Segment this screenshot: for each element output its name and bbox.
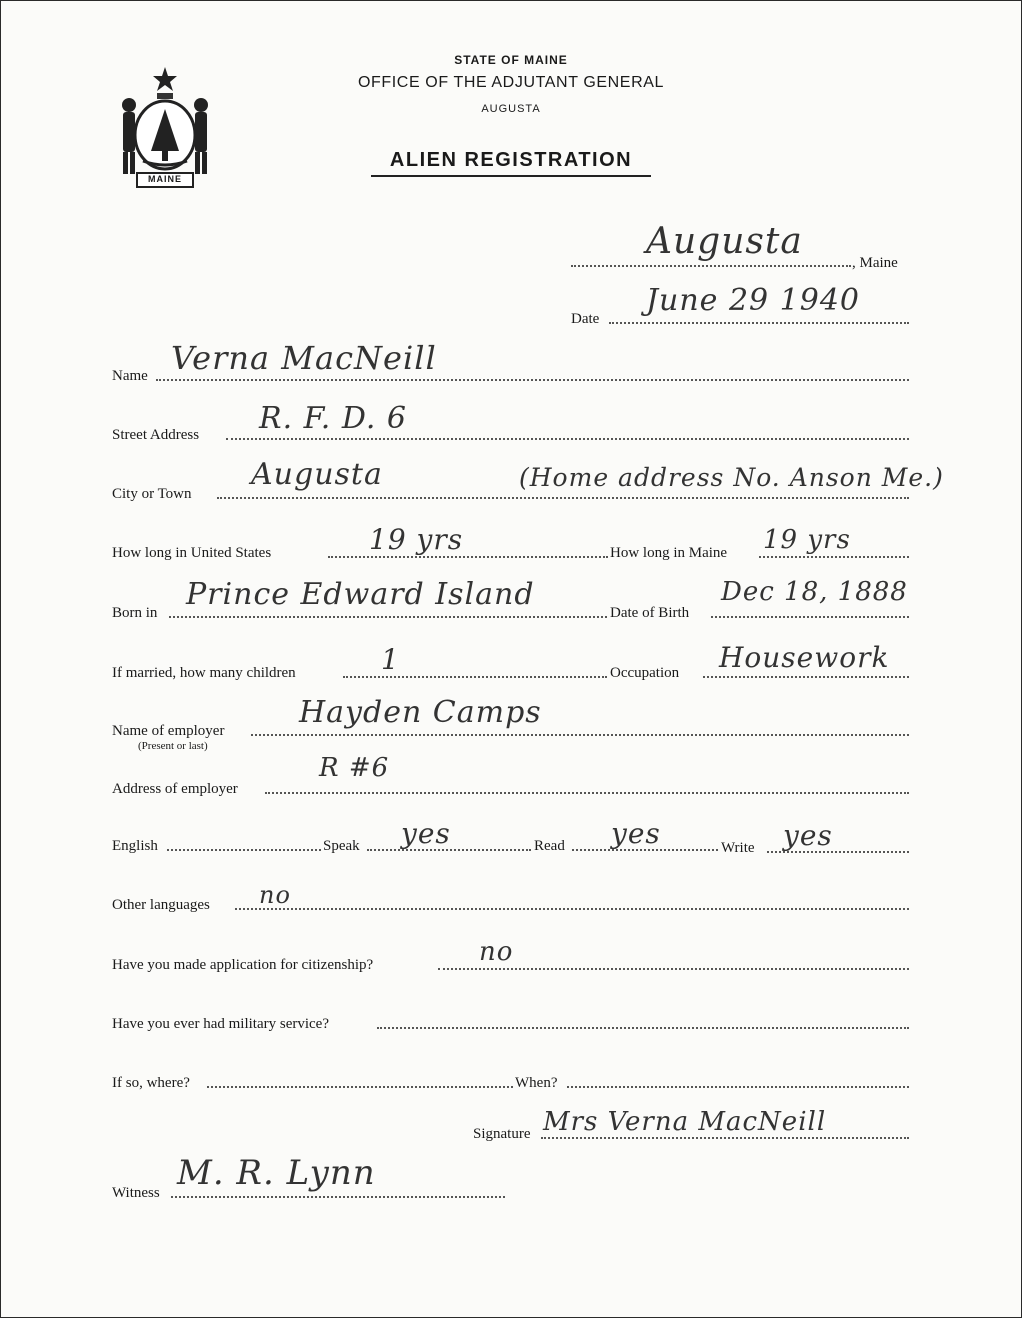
how-long-us-value: 19 yrs [369, 523, 464, 556]
other-languages-label: Other languages [112, 897, 210, 913]
english-field-line [167, 849, 321, 851]
city-field-line [217, 497, 909, 499]
other-languages-value: no [259, 881, 291, 909]
citizenship-field-line [438, 968, 909, 970]
how-long-us-field-line [328, 556, 608, 558]
place-value: Augusta [646, 221, 803, 262]
signature-label: Signature [473, 1126, 531, 1142]
how-long-maine-label: How long in Maine [610, 545, 728, 561]
write-label: Write [721, 840, 755, 856]
born-in-label: Born in [112, 605, 158, 621]
how-long-maine-value: 19 yrs [763, 525, 851, 555]
other-languages-field-line [235, 908, 909, 910]
street-label: Street Address [112, 427, 200, 443]
employer-sublabel: (Present or last) [138, 740, 208, 752]
write-value: yes [783, 819, 833, 852]
dob-label: Date of Birth [610, 605, 690, 621]
how-long-us-label: How long in United States [112, 545, 272, 561]
date-field-line [609, 322, 909, 324]
english-label: English [112, 838, 158, 854]
employer-field-line [251, 734, 909, 736]
date-label: Date [571, 311, 600, 327]
street-field-line [226, 438, 909, 440]
citizenship-value: no [479, 937, 514, 967]
citizenship-label: Have you made application for citizenship? [112, 957, 374, 973]
header-state: STATE OF MAINE [454, 53, 568, 67]
occupation-label: Occupation [610, 665, 680, 681]
dob-value: Dec 18, 1888 [721, 577, 908, 607]
witness-field-line [171, 1196, 505, 1198]
when-label: When? [515, 1075, 558, 1091]
city-note: (Home address No. Anson Me.) [519, 463, 944, 492]
place-field-line [571, 265, 851, 267]
occupation-field-line [703, 676, 909, 678]
military-label: Have you ever had military service? [112, 1016, 329, 1032]
military-field-line [377, 1027, 909, 1029]
employer-address-value: R #6 [319, 753, 390, 783]
seal-banner-text: MAINE [148, 174, 182, 184]
city-value: Augusta [251, 457, 383, 492]
title-underline [371, 175, 651, 177]
maine-label: , Maine [852, 255, 898, 271]
born-in-value: Prince Edward Island [186, 577, 535, 612]
signature-field-line [541, 1137, 909, 1139]
employer-address-field-line [265, 792, 909, 794]
witness-label: Witness [112, 1185, 160, 1201]
employer-value: Hayden Camps [299, 695, 542, 730]
employer-address-label: Address of employer [112, 781, 238, 797]
occupation-value: Housework [719, 641, 890, 674]
form-title: ALIEN REGISTRATION [389, 149, 633, 171]
how-long-maine-field-line [759, 556, 909, 558]
where-field-line [207, 1086, 513, 1088]
employer-label: Name of employer [112, 723, 225, 739]
when-field-line [567, 1086, 909, 1088]
street-value: R. F. D. 6 [259, 401, 408, 436]
children-label: If married, how many children [112, 665, 296, 681]
witness-value: M. R. Lynn [177, 1153, 376, 1193]
header-city: AUGUSTA [481, 103, 541, 115]
name-label: Name [112, 368, 148, 384]
where-label: If so, where? [112, 1075, 190, 1091]
name-value: Verna MacNeill [171, 339, 437, 377]
read-label: Read [534, 838, 565, 854]
dob-field-line [711, 616, 909, 618]
maine-state-seal-icon [113, 65, 217, 189]
header-office: OFFICE OF THE ADJUTANT GENERAL [357, 74, 665, 91]
name-field-line [156, 379, 909, 381]
born-in-field-line [169, 616, 607, 618]
speak-label: Speak [323, 838, 360, 854]
signature-value: Mrs Verna MacNeill [543, 1107, 827, 1137]
children-field-line [343, 676, 607, 678]
children-value: 1 [381, 643, 400, 676]
city-label: City or Town [112, 486, 192, 502]
read-value: yes [611, 817, 661, 850]
date-value: June 29 1940 [646, 283, 861, 318]
speak-value: yes [401, 817, 451, 850]
